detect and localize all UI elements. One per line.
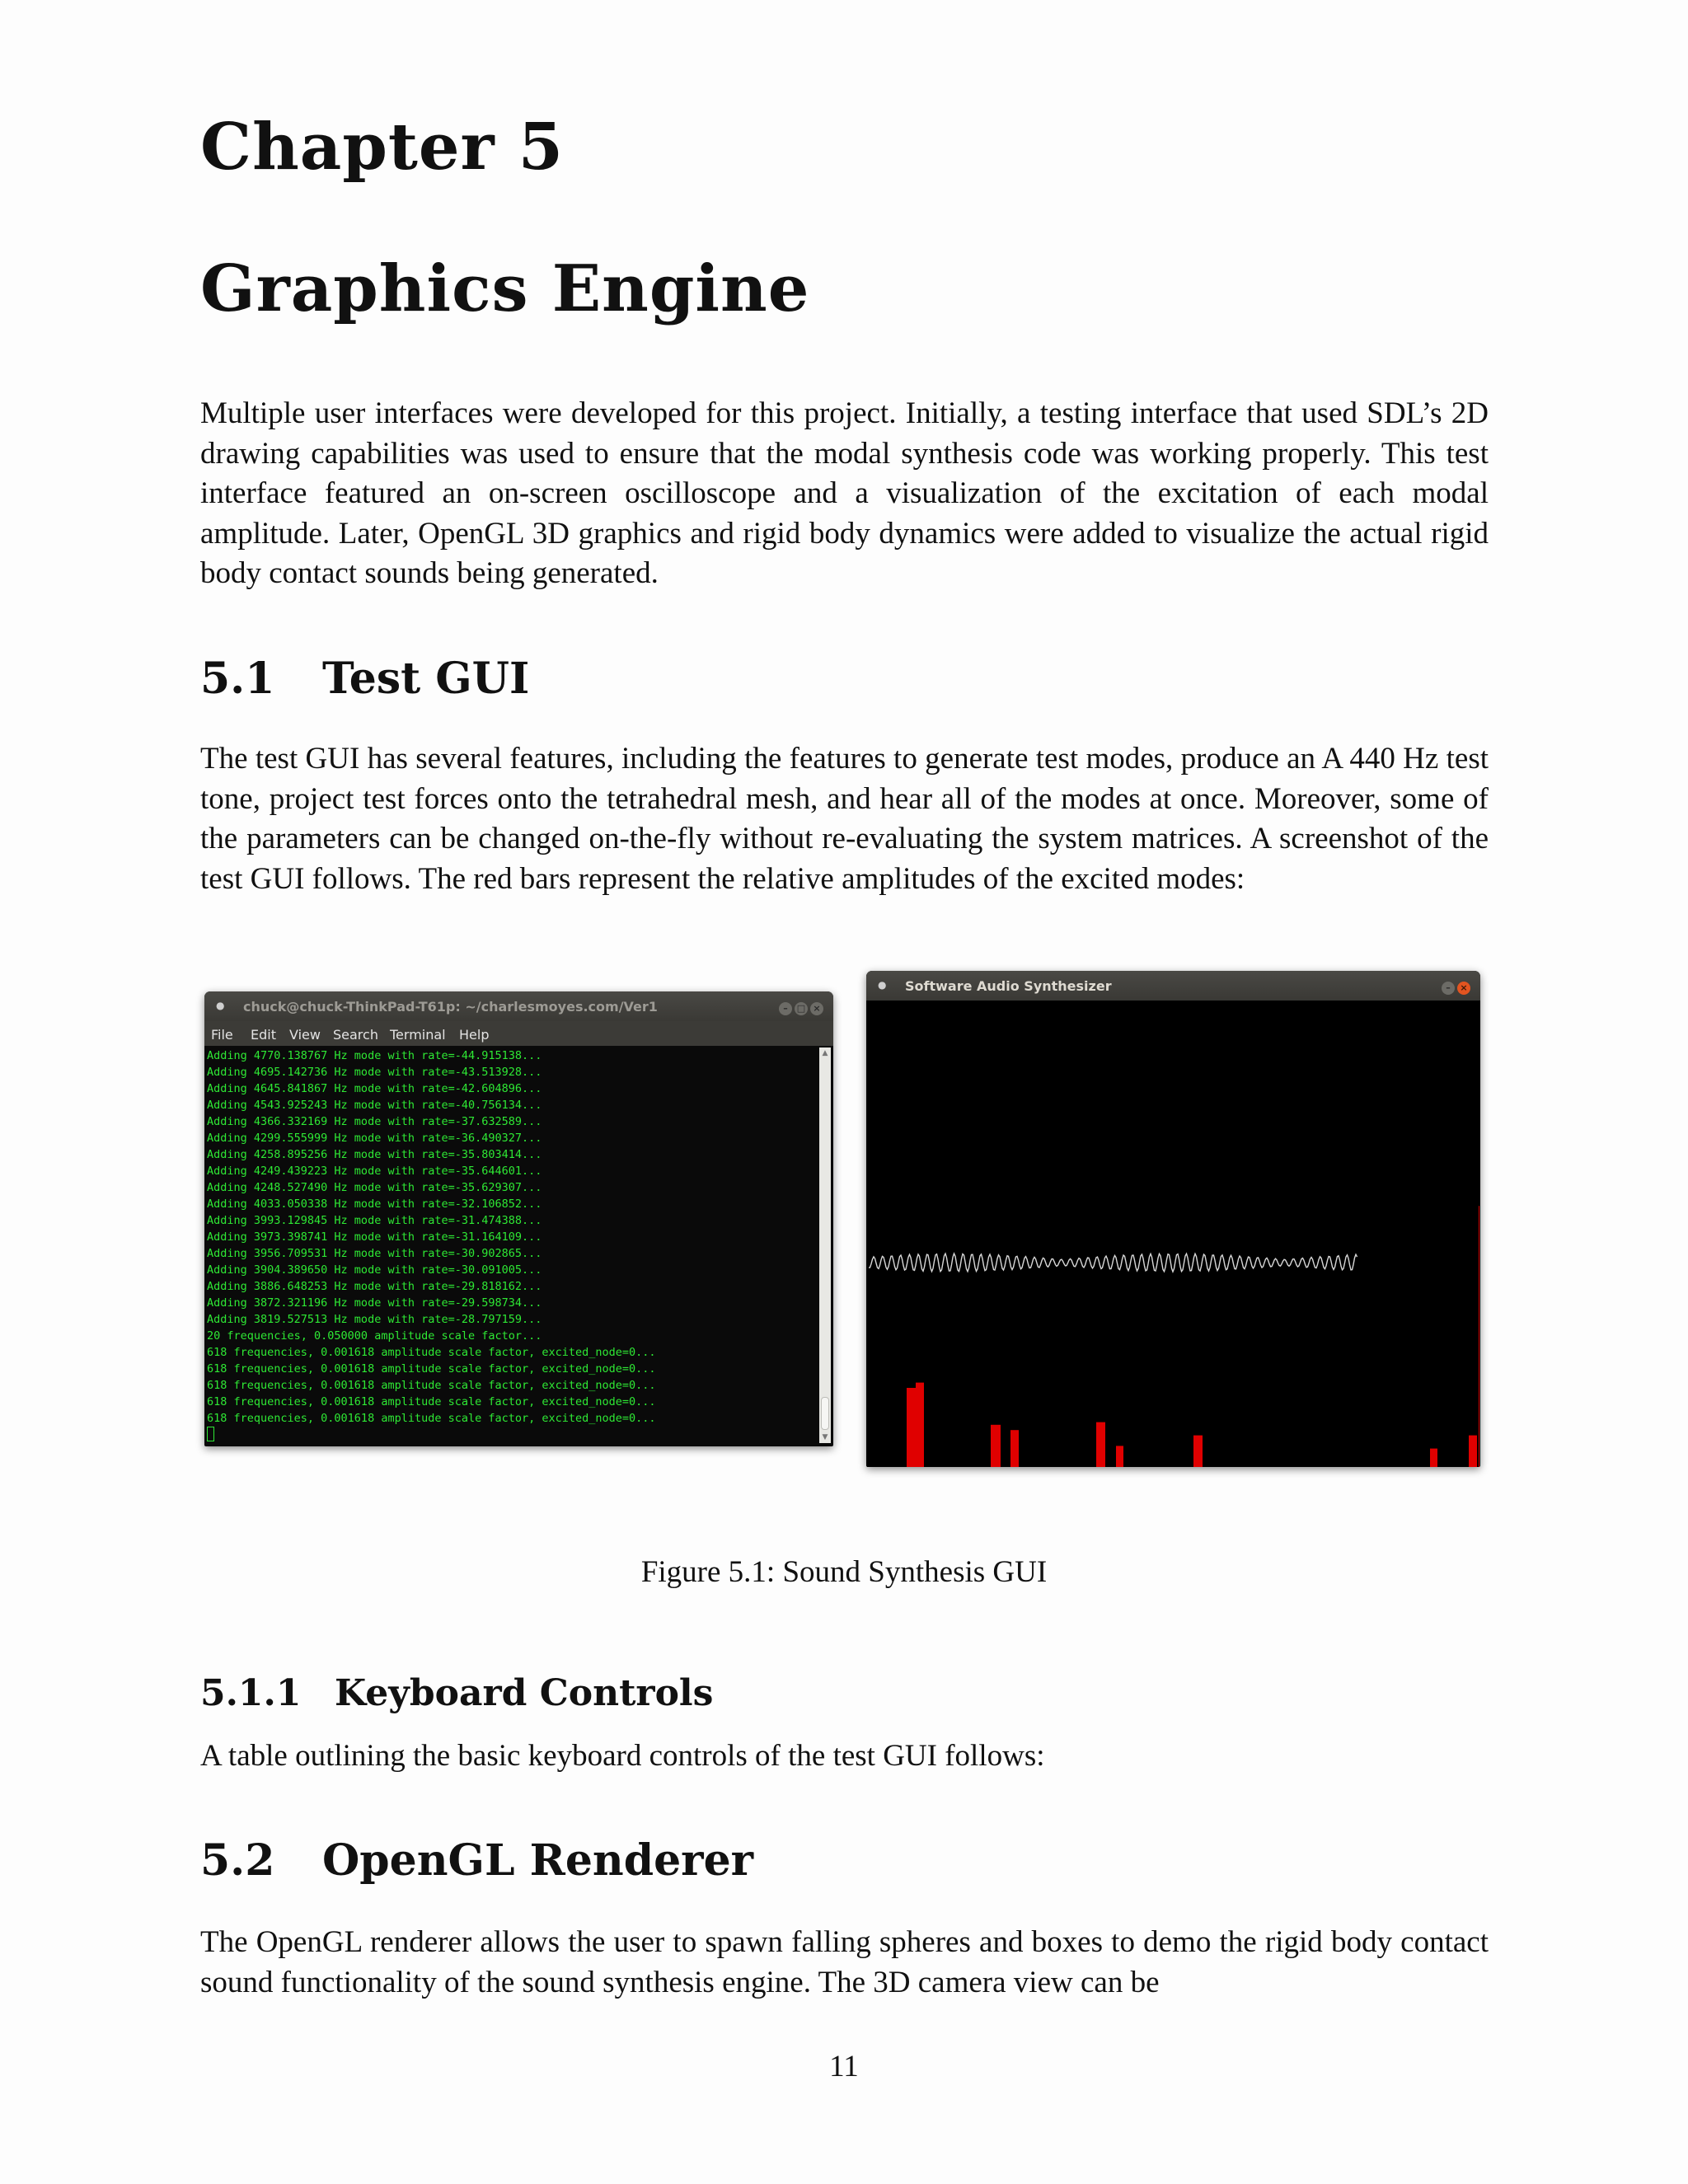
mode-amplitude-bars [907, 1206, 1479, 1467]
terminal-line: 618 frequencies, 0.001618 amplitude scale factor, excited_node=0... [207, 1362, 656, 1376]
terminal-line: Adding 4258.895256 Hz mode with rate=-35.803414... [207, 1148, 542, 1161]
minimize-icon: – [1442, 982, 1455, 995]
terminal-line: Adding 4249.439223 Hz mode with rate=-35.644601... [207, 1165, 542, 1178]
scroll-thumb [821, 1397, 829, 1430]
mode-amplitude-bar [1010, 1430, 1019, 1467]
terminal-line: Adding 4033.050338 Hz mode with rate=-32.106852... [207, 1197, 542, 1211]
window-menu-icon: ● [216, 1000, 225, 1011]
terminal-line: Adding 3819.527513 Hz mode with rate=-28.797159... [207, 1313, 542, 1326]
section-title: Test GUI [322, 654, 530, 704]
section-5-2-paragraph: The OpenGL renderer allows the user to spawn falling spheres and boxes to demo the rigid body contact sound functionality of the sound synthesis engine. The 3D camera view can be [200, 1925, 1489, 1999]
synth-titlebar [866, 971, 1480, 1001]
intro-paragraph: Multiple user interfaces were developed for this project. Initially, a testing interface that used SDL’s 2D drawing capabilities was used to ensure that the modal synthesis code was working properly. This test interface featured an on-screen oscilloscope and a visualization of the excitation of each modal amplitude. Later, OpenGL 3D graphics and rigid body dynamics were added to visualize the actual rigid body contact sounds being generated. [200, 396, 1489, 590]
mode-amplitude-bar [1116, 1446, 1123, 1467]
window-menu-icon: ● [878, 979, 887, 991]
subsection-5-1-1-paragraph: A table outlining the basic keyboard controls of the test GUI follows: [200, 1739, 1045, 1773]
section-heading-5-1 [200, 654, 530, 704]
terminal-line: Adding 4770.138767 Hz mode with rate=-44.915138... [207, 1049, 542, 1062]
scroll-down-icon: ▼ [822, 1433, 828, 1441]
section-5-1-paragraph: The test GUI has several features, including the features to generate test modes, produce an A 440 Hz test tone, project test forces onto the tetrahedral mesh, and hear all of the modes at once. Moreover, some of the parameters can be changed on-the-fly without re-evaluating the system matrices. A screenshot of the test GUI follows. The red bars represent the relative amplitudes of the excited modes: [200, 742, 1489, 896]
mode-amplitude-bar [1096, 1422, 1105, 1467]
section-number: 5.2 [200, 1835, 275, 1886]
terminal-line: 618 frequencies, 0.001618 amplitude scale factor, excited_node=0... [207, 1379, 656, 1392]
terminal-line: Adding 4248.527490 Hz mode with rate=-35.629307... [207, 1181, 542, 1194]
figure-caption: Figure 5.1: Sound Synthesis GUI [640, 1555, 1048, 1589]
oscilloscope-canvas [867, 1001, 1479, 1467]
terminal-line: Adding 3973.398741 Hz mode with rate=-31.164109... [207, 1230, 542, 1244]
menu-terminal: Terminal [390, 1027, 446, 1043]
terminal-line: Adding 3956.709531 Hz mode with rate=-30.902865... [207, 1247, 542, 1260]
terminal-line: Adding 4299.555999 Hz mode with rate=-36.490327... [207, 1132, 542, 1145]
terminal-line: Adding 4543.925243 Hz mode with rate=-40.756134... [207, 1099, 542, 1112]
menu-edit: Edit [251, 1027, 276, 1043]
window-buttons [1439, 978, 1470, 993]
synthesizer-window-screenshot [866, 971, 1480, 1467]
chapter-label: Chapter 5 [200, 110, 565, 185]
chapter-title: Graphics Engine [200, 251, 810, 326]
terminal-line: Adding 3993.129845 Hz mode with rate=-31.474388... [207, 1214, 542, 1227]
section-title: OpenGL Renderer [322, 1835, 754, 1886]
subsection-number: 5.1.1 [200, 1672, 302, 1714]
menu-search: Search [333, 1027, 378, 1043]
terminal-output [207, 1047, 817, 1443]
close-icon: × [810, 1002, 823, 1015]
terminal-menubar [204, 1021, 833, 1046]
menu-view: View [289, 1027, 321, 1043]
section-heading-5-2 [200, 1835, 754, 1886]
terminal-line: 618 frequencies, 0.001618 amplitude scale factor, excited_node=0... [207, 1412, 656, 1425]
terminal-line: Adding 4366.332169 Hz mode with rate=-37.632589... [207, 1115, 542, 1128]
terminal-titlebar [204, 991, 833, 1021]
terminal-line: 618 frequencies, 0.001618 amplitude scale factor, excited_node=0... [207, 1395, 656, 1408]
terminal-line: 618 frequencies, 0.001618 amplitude scale factor, excited_node=0... [207, 1346, 656, 1359]
mode-amplitude-bar [907, 1388, 916, 1467]
terminal-line: Adding 4695.142736 Hz mode with rate=-43.513928... [207, 1066, 542, 1079]
terminal-cursor [207, 1427, 214, 1441]
menu-file: File [211, 1027, 233, 1043]
mode-amplitude-bar [1430, 1449, 1437, 1467]
mode-amplitude-bar [991, 1425, 1001, 1467]
subsection-heading-5-1-1 [200, 1672, 714, 1714]
synth-title: Software Audio Synthesizer [905, 978, 1112, 994]
terminal-line: Adding 4645.841867 Hz mode with rate=-42.604896... [207, 1082, 542, 1095]
oscilloscope-waveform [869, 1254, 1357, 1272]
terminal-line: 20 frequencies, 0.050000 amplitude scale factor... [207, 1329, 542, 1343]
mode-amplitude-bar [1193, 1436, 1203, 1467]
section-number: 5.1 [200, 654, 275, 704]
terminal-scrollbar [819, 1047, 831, 1443]
terminal-title: chuck@chuck-ThinkPad-T61p: ~/charlesmoyes.com/Ver1 [243, 999, 658, 1015]
terminal-line: Adding 3872.321196 Hz mode with rate=-29.598734... [207, 1296, 542, 1310]
page-number: 11 [829, 2050, 859, 2083]
subsection-title: Keyboard Controls [335, 1672, 714, 1714]
window-buttons [776, 999, 823, 1014]
mode-amplitude-bar [1469, 1436, 1477, 1467]
terminal-window-screenshot [204, 991, 833, 1446]
menu-help: Help [459, 1027, 490, 1043]
terminal-line: Adding 3886.648253 Hz mode with rate=-29.818162... [207, 1280, 542, 1293]
minimize-icon: – [779, 1002, 792, 1015]
terminal-prompt [207, 1427, 817, 1443]
scroll-up-icon: ▲ [822, 1049, 828, 1057]
close-icon: × [1457, 982, 1470, 995]
terminal-line: Adding 3904.389650 Hz mode with rate=-30.091005... [207, 1263, 542, 1277]
mode-amplitude-bar [916, 1383, 924, 1467]
maximize-icon: □ [795, 1002, 808, 1015]
